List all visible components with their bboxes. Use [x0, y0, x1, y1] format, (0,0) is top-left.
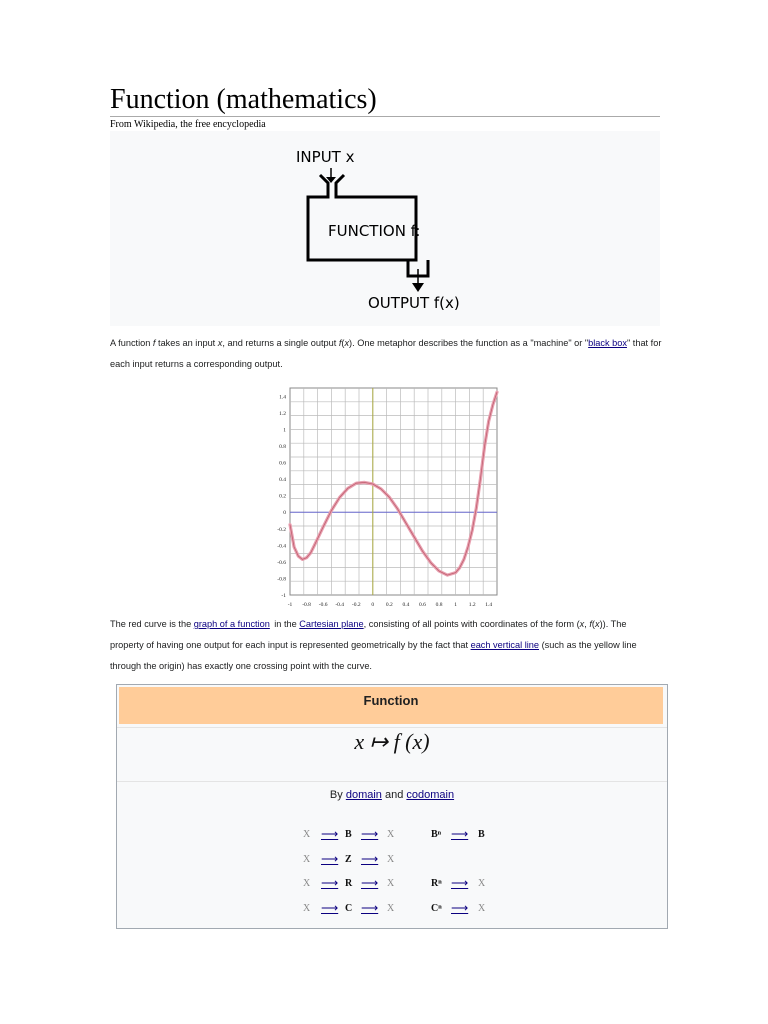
output-arrow-head — [412, 283, 424, 292]
y-tick-label: -1 — [281, 593, 286, 599]
function-machine-diagram — [110, 131, 660, 326]
x-tick-label: 0.2 — [385, 602, 393, 608]
codomain-link[interactable]: codomain — [406, 789, 455, 801]
y-tick-label: 0.4 — [279, 477, 286, 484]
y-tick-label: 0.6 — [279, 460, 286, 467]
function-graph — [270, 384, 500, 610]
function-infobox: Function x ↦ f (x) By domain and codomain X ⟶ B ⟶ X Bⁿ ⟶ B X ⟶ Z ⟶ X X ⟶ R ⟶ X Rⁿ ⟶ X X ⟶ C ⟶ X Cⁿ ⟶ X — [116, 684, 668, 929]
x-tick-label: 0.6 — [419, 602, 426, 608]
function-box-top — [308, 175, 416, 260]
x-tick-label: 0 — [371, 602, 375, 608]
graph-caption-paragraph: The red curve is the graph of a function in the Cartesian plane, consisting of all points with coordinates of the form (x, f(x)). The property of having one output for each input is represented geometrically by the fact that each vertical line (such as the yellow line through the origin) has exactly one crossing point with the curve. — [110, 619, 637, 671]
black-box-link[interactable]: black box — [588, 338, 627, 348]
function-machine-figure — [110, 131, 660, 326]
y-tick-label: 1.4 — [279, 394, 286, 401]
infobox-divider — [117, 727, 667, 728]
page-title: Function (mathematics) — [110, 84, 377, 115]
infobox-divider — [117, 781, 667, 782]
x-tick-label: 0.8 — [435, 602, 443, 608]
arrow-link[interactable]: ⟶ — [321, 901, 339, 915]
arrow-link[interactable]: ⟶ — [361, 852, 379, 866]
x-tick-label: -0.4 — [335, 602, 345, 608]
cartesian-plane-link[interactable]: Cartesian plane — [299, 619, 364, 629]
input-label: INPUT x — [296, 148, 355, 166]
vertical-line-link[interactable]: each vertical line — [470, 640, 540, 650]
title-divider — [110, 116, 660, 117]
arrow-link[interactable]: ⟶ — [361, 901, 379, 915]
arrow-link[interactable]: ⟶ — [361, 876, 379, 890]
arrow-link[interactable]: ⟶ — [321, 852, 339, 866]
y-tick-label: 0 — [283, 510, 286, 517]
infobox-domain-codomain: By domain and codomain — [329, 789, 455, 801]
graph-of-function-link[interactable]: graph of a function — [193, 619, 270, 629]
y-tick-label: 1 — [283, 427, 286, 434]
x-tick-label: -0.6 — [318, 602, 328, 608]
output-label: OUTPUT f(x) — [368, 294, 460, 312]
arrow-link[interactable]: ⟶ — [451, 901, 469, 915]
intro-paragraph: A function f takes an input x, and returns a single output f(x). One metaphor describes the function as a "machine" or "black box" that for each input returns a corresponding output. — [110, 338, 662, 369]
y-tick-label: 0.8 — [279, 443, 286, 450]
plot-area — [290, 388, 497, 595]
arrow-link[interactable]: ⟶ — [451, 876, 469, 890]
domain-link[interactable]: domain — [345, 789, 382, 801]
x-tick-label: -1 — [287, 602, 293, 608]
y-tick-label: -0.8 — [277, 576, 286, 583]
arrow-link[interactable]: ⟶ — [361, 827, 379, 841]
y-tick-label: 1.2 — [279, 410, 286, 417]
x-tick-label: 1.2 — [468, 602, 476, 608]
infobox-header: Function — [119, 687, 663, 724]
function-label: FUNCTION f: — [328, 222, 421, 240]
y-tick-label: -0.6 — [277, 559, 286, 566]
y-tick-label: 0.2 — [279, 493, 286, 500]
x-tick-label: 0.4 — [402, 602, 410, 608]
arrow-link[interactable]: ⟶ — [321, 827, 339, 841]
x-tick-label: 1 — [454, 602, 457, 608]
y-tick-label: -0.2 — [277, 526, 286, 533]
y-tick-label: -0.4 — [277, 543, 286, 550]
arrow-link[interactable]: ⟶ — [321, 876, 339, 890]
x-tick-label: 1.4 — [485, 602, 493, 608]
arrow-link[interactable]: ⟶ — [451, 827, 469, 841]
x-tick-label: -0.2 — [351, 602, 361, 608]
x-tick-label: -0.8 — [302, 602, 311, 608]
page-subtitle: From Wikipedia, the free encyclopedia — [110, 119, 266, 130]
infobox-formula: x ↦ f (x) — [354, 729, 430, 754]
